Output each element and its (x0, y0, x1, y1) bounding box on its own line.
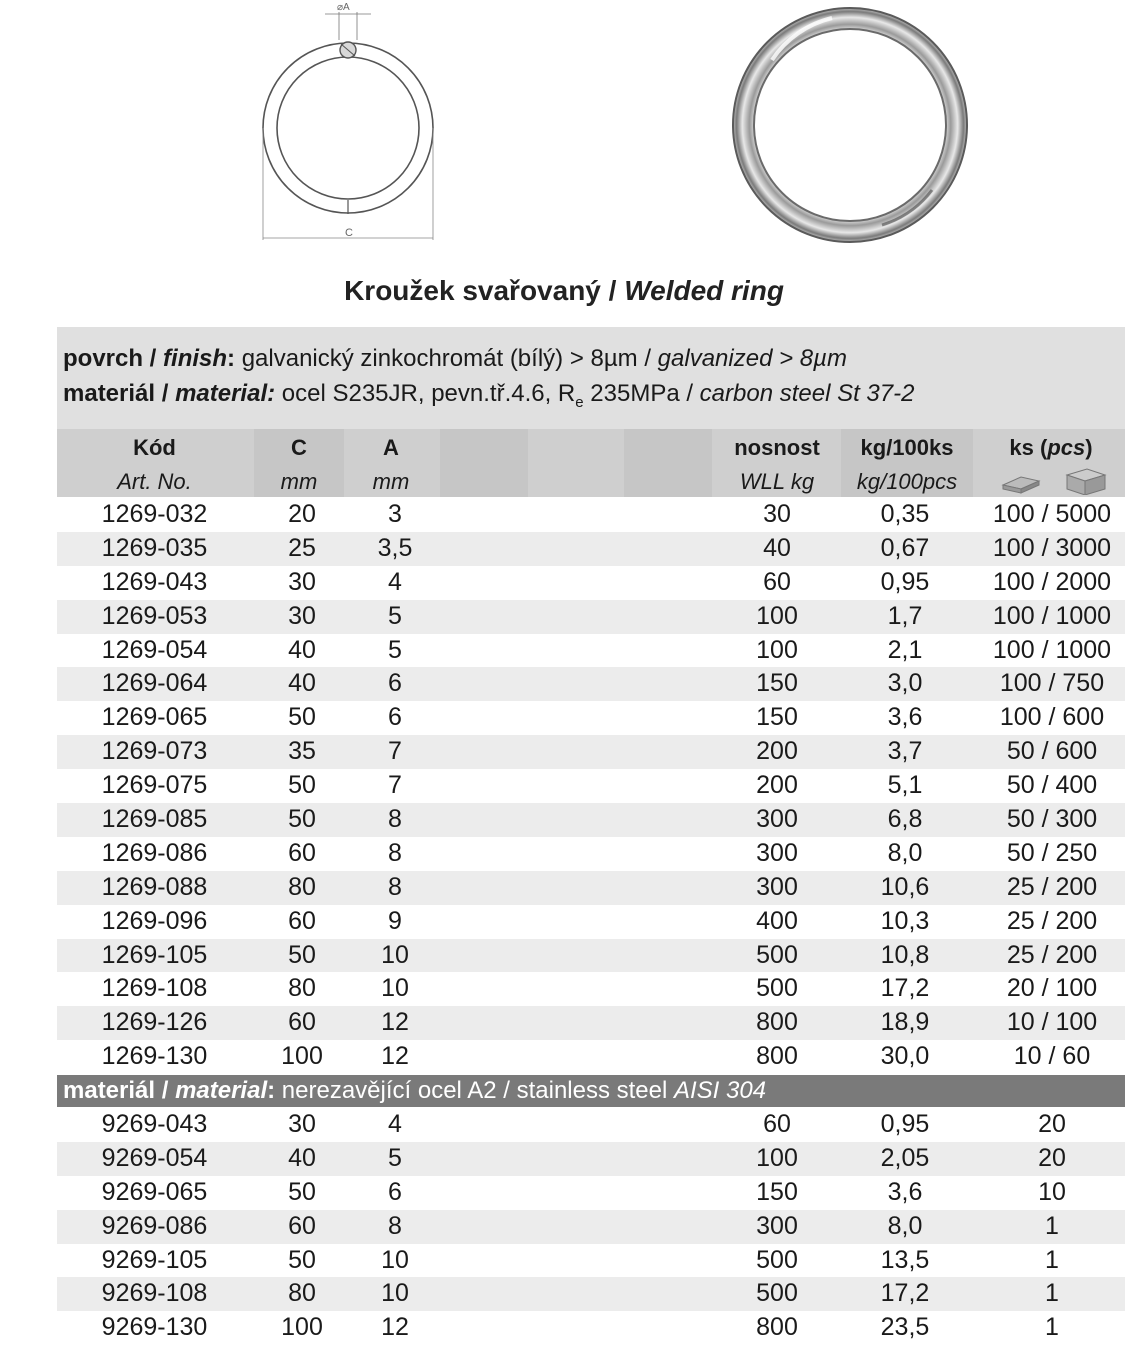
table-row (57, 871, 1125, 905)
cell-pieces: 50 / 300 (1006, 805, 1098, 834)
cell-nosnost: 800 (756, 1313, 798, 1342)
stainless-rows (57, 1108, 1125, 1345)
header-kg-label: kg/100ks (860, 435, 954, 460)
cell-a: 4 (388, 1110, 402, 1138)
cell-nosnost: 60 (763, 1110, 791, 1138)
cell-c: 40 (288, 669, 316, 698)
cell-kod: 9269-130 (101, 1313, 208, 1342)
cell-pieces: 100 / 600 (999, 703, 1105, 732)
cell-nosnost: 300 (756, 1211, 798, 1240)
cell-a: 5 (388, 635, 402, 664)
material-line (63, 380, 914, 411)
finish-colon: : (227, 345, 236, 372)
cell-nosnost: 200 (756, 771, 798, 800)
cell-a: 10 (381, 1245, 409, 1274)
header-nosnost-sub: WLL kg (739, 469, 815, 494)
cell-nosnost: 300 (756, 805, 798, 834)
cell-kod: 1269-096 (101, 906, 208, 935)
table-row (57, 972, 1125, 1006)
material-label-en: material: (175, 380, 276, 407)
cell-a: 3,5 (377, 533, 413, 562)
cell-weight: 10,8 (880, 940, 930, 969)
cell-c: 60 (288, 1008, 316, 1037)
cell-a: 12 (381, 1042, 409, 1071)
cell-pieces: 100 / 1000 (992, 601, 1112, 630)
cell-c: 50 (288, 940, 316, 969)
finish-value: galvanický zinkochromát (bílý) > 8µm / (241, 345, 658, 372)
cell-nosnost: 300 (756, 838, 798, 867)
cell-pieces: 10 / 100 (1006, 1008, 1098, 1037)
cell-c: 40 (288, 635, 316, 664)
ring-photo (732, 0, 982, 250)
cell-c: 60 (288, 838, 316, 867)
cell-a: 5 (388, 1143, 402, 1172)
material-subscript: e (575, 393, 584, 411)
table-row (57, 1311, 1125, 1345)
table-row (57, 667, 1125, 701)
cell-a: 7 (388, 737, 402, 766)
cell-c: 50 (288, 1177, 316, 1206)
cell-c: 50 (288, 771, 316, 800)
cell-pieces: 1 (1045, 1245, 1059, 1274)
header-ks-italic: pcs (1047, 435, 1086, 460)
cell-weight: 8,0 (887, 838, 923, 867)
header-nosnost (717, 429, 837, 497)
cell-weight: 1,7 (887, 601, 923, 630)
cell-nosnost: 500 (756, 1279, 798, 1308)
cell-c: 80 (288, 1279, 316, 1308)
cell-a: 8 (388, 1211, 402, 1240)
table-row (57, 532, 1125, 566)
header-nosnost-label: nosnost (734, 435, 820, 460)
table-row (57, 735, 1125, 769)
cell-pieces: 10 / 60 (1013, 1042, 1091, 1071)
cell-a: 10 (381, 974, 409, 1003)
cell-kod: 1269-043 (101, 567, 208, 596)
header-ks (977, 429, 1125, 497)
cell-weight: 10,6 (880, 872, 930, 901)
cell-kod: 1269-130 (101, 1042, 208, 1071)
cell-pieces: 20 / 100 (1006, 974, 1098, 1003)
cell-pieces: 100 / 750 (999, 669, 1105, 698)
dim-a-label: ⌀A (337, 2, 350, 13)
section-label: materiál / (63, 1077, 176, 1104)
table-row (57, 498, 1125, 532)
header-blank-1 (440, 429, 528, 497)
header-kod (57, 429, 252, 497)
cell-c: 35 (288, 737, 316, 766)
cell-weight: 3,6 (887, 703, 923, 732)
cell-a: 10 (381, 1279, 409, 1308)
cell-nosnost: 100 (756, 1143, 798, 1172)
material-value: ocel S235JR, pevn.tř.4.6, R (281, 380, 576, 407)
cell-weight: 3,7 (887, 737, 923, 766)
cell-nosnost: 150 (756, 703, 798, 732)
cell-a: 8 (388, 872, 402, 901)
spec-block (57, 327, 1125, 429)
cell-pieces: 100 / 2000 (992, 567, 1112, 596)
cell-weight: 0,95 (880, 567, 930, 596)
cell-a: 8 (388, 805, 402, 834)
cell-pieces: 100 / 1000 (992, 635, 1112, 664)
cell-pieces: 100 / 3000 (992, 533, 1112, 562)
cell-nosnost: 150 (756, 669, 798, 698)
table-row (57, 769, 1125, 803)
cell-weight: 2,05 (880, 1143, 930, 1172)
header-kg-sub: kg/100pcs (856, 469, 958, 494)
cell-nosnost: 500 (756, 1245, 798, 1274)
cell-weight: 0,95 (880, 1110, 930, 1138)
cell-weight: 23,5 (880, 1313, 930, 1342)
cell-kod: 1269-053 (101, 601, 208, 630)
table-row (57, 1210, 1125, 1244)
cell-kod: 1269-126 (101, 1008, 208, 1037)
cell-nosnost: 500 (756, 940, 798, 969)
header-kod-sub: Art. No. (117, 469, 192, 494)
cell-pieces: 50 / 600 (1006, 737, 1098, 766)
cell-c: 80 (288, 872, 316, 901)
cell-a: 6 (388, 1177, 402, 1206)
cell-kod: 9269-054 (101, 1143, 208, 1172)
cell-weight: 13,5 (880, 1245, 930, 1274)
dim-c-label: C (345, 227, 353, 239)
cell-c: 50 (288, 805, 316, 834)
galvanized-rows (57, 498, 1125, 1074)
cell-c: 60 (288, 906, 316, 935)
cell-pieces: 20 (1038, 1143, 1066, 1172)
table-row (57, 905, 1125, 939)
cell-a: 12 (381, 1313, 409, 1342)
small-box-icon (1003, 477, 1039, 493)
material-label: materiál / (63, 380, 176, 407)
cell-a: 12 (381, 1008, 409, 1037)
cell-c: 80 (288, 974, 316, 1003)
header-c-sub: mm (280, 469, 318, 494)
cell-weight: 0,35 (880, 500, 930, 528)
header-blank-3 (624, 429, 712, 497)
cell-kod: 1269-032 (101, 500, 208, 528)
large-box-icon (1067, 469, 1105, 495)
cell-c: 60 (288, 1211, 316, 1240)
cell-nosnost: 150 (756, 1177, 798, 1206)
cell-kod: 9269-065 (101, 1177, 208, 1206)
cell-kod: 1269-065 (101, 703, 208, 732)
header-a-sub: mm (372, 469, 410, 494)
title-cz: Kroužek svařovaný / (344, 275, 625, 306)
cell-a: 4 (388, 567, 402, 596)
stainless-section-header (57, 1075, 1125, 1107)
cell-nosnost: 100 (756, 635, 798, 664)
cell-a: 9 (388, 906, 402, 935)
cell-weight: 6,8 (887, 805, 923, 834)
table-row (57, 803, 1125, 837)
cell-nosnost: 800 (756, 1042, 798, 1071)
table-row (57, 837, 1125, 871)
cell-nosnost: 30 (763, 500, 791, 528)
cell-pieces: 1 (1045, 1313, 1059, 1342)
header-kg (841, 429, 973, 497)
header-blank-2 (532, 429, 620, 497)
cell-pieces: 1 (1045, 1279, 1059, 1308)
table-row (57, 1006, 1125, 1040)
cell-kod: 9269-043 (101, 1110, 208, 1138)
box-icons (999, 467, 1109, 495)
cell-kod: 1269-108 (101, 974, 208, 1003)
table-row (57, 566, 1125, 600)
cell-c: 40 (288, 1143, 316, 1172)
cell-kod: 1269-085 (101, 805, 208, 834)
ring-technical-drawing (255, 0, 435, 245)
finish-value-en: galvanized > 8µm (657, 345, 847, 372)
header-a-label: A (383, 435, 399, 460)
cell-nosnost: 500 (756, 974, 798, 1003)
cell-a: 7 (388, 771, 402, 800)
cell-pieces: 50 / 250 (1006, 838, 1098, 867)
cell-pieces: 25 / 200 (1006, 872, 1098, 901)
cell-a: 3 (388, 500, 402, 528)
table-row (57, 600, 1125, 634)
title-en: Welded ring (624, 275, 784, 306)
cell-nosnost: 200 (756, 737, 798, 766)
cell-nosnost: 60 (763, 567, 791, 596)
table-row (57, 1040, 1125, 1074)
cell-c: 100 (281, 1313, 323, 1342)
cell-a: 6 (388, 703, 402, 732)
cell-c: 25 (288, 533, 316, 562)
page-title (0, 275, 1128, 307)
cell-a: 5 (388, 601, 402, 630)
cell-pieces: 25 / 200 (1006, 940, 1098, 969)
section-value-en: AISI 304 (674, 1077, 767, 1104)
header-ks-label (977, 435, 1125, 461)
cell-kod: 1269-054 (101, 635, 208, 664)
cell-nosnost: 100 (756, 601, 798, 630)
cell-pieces: 100 / 5000 (992, 500, 1112, 528)
cell-weight: 8,0 (887, 1211, 923, 1240)
cell-weight: 10,3 (880, 906, 930, 935)
cell-pieces: 1 (1045, 1211, 1059, 1240)
cell-c: 20 (288, 500, 316, 528)
table-row (57, 1277, 1125, 1311)
header-a (346, 429, 436, 497)
section-value: nerezavějící ocel A2 / stainless steel (281, 1077, 674, 1104)
cell-c: 30 (288, 1110, 316, 1138)
cell-kod: 9269-105 (101, 1245, 208, 1274)
cell-c: 50 (288, 703, 316, 732)
cell-weight: 2,1 (887, 635, 923, 664)
cell-kod: 9269-108 (101, 1279, 208, 1308)
cell-kod: 1269-086 (101, 838, 208, 867)
table-row (57, 939, 1125, 973)
cell-kod: 1269-075 (101, 771, 208, 800)
material-value-b: 235MPa / (583, 380, 700, 407)
section-label-en: material (175, 1077, 268, 1104)
cell-nosnost: 800 (756, 1008, 798, 1037)
cell-weight: 5,1 (887, 771, 923, 800)
cell-pieces: 20 (1038, 1110, 1066, 1138)
cell-weight: 17,2 (880, 974, 930, 1003)
section-colon: : (267, 1077, 276, 1104)
header-c (254, 429, 344, 497)
table-row (57, 1108, 1125, 1142)
cell-weight: 0,67 (880, 533, 930, 562)
cell-kod: 1269-064 (101, 669, 208, 698)
finish-label-en: finish (163, 345, 228, 372)
cell-a: 10 (381, 940, 409, 969)
cell-weight: 3,6 (887, 1177, 923, 1206)
cell-kod: 9269-086 (101, 1211, 208, 1240)
header-ks-text: ks ( (1009, 435, 1048, 460)
table-row (57, 1244, 1125, 1278)
table-row (57, 1176, 1125, 1210)
table-row (57, 701, 1125, 735)
finish-line (63, 345, 847, 373)
cell-a: 8 (388, 838, 402, 867)
cell-a: 6 (388, 669, 402, 698)
material-value-en: carbon steel St 37-2 (699, 380, 915, 407)
table-header (57, 429, 1125, 497)
header-ks-end: ) (1085, 435, 1093, 460)
cell-nosnost: 300 (756, 872, 798, 901)
cell-kod: 1269-088 (101, 872, 208, 901)
cell-weight: 30,0 (880, 1042, 930, 1071)
cell-pieces: 10 (1038, 1177, 1066, 1206)
cell-c: 50 (288, 1245, 316, 1274)
cell-pieces: 25 / 200 (1006, 906, 1098, 935)
cell-weight: 17,2 (880, 1279, 930, 1308)
header-kod-label: Kód (133, 435, 176, 460)
cell-c: 30 (288, 567, 316, 596)
cell-weight: 3,0 (887, 669, 923, 698)
cell-pieces: 50 / 400 (1006, 771, 1098, 800)
cell-kod: 1269-035 (101, 533, 208, 562)
cell-kod: 1269-073 (101, 737, 208, 766)
cell-nosnost: 400 (756, 906, 798, 935)
table-row (57, 1142, 1125, 1176)
cell-weight: 18,9 (880, 1008, 930, 1037)
finish-label: povrch / (63, 345, 164, 372)
cell-nosnost: 40 (763, 533, 791, 562)
cell-c: 30 (288, 601, 316, 630)
cell-c: 100 (281, 1042, 323, 1071)
table-row (57, 634, 1125, 668)
cell-kod: 1269-105 (101, 940, 208, 969)
header-c-label: C (291, 435, 307, 460)
